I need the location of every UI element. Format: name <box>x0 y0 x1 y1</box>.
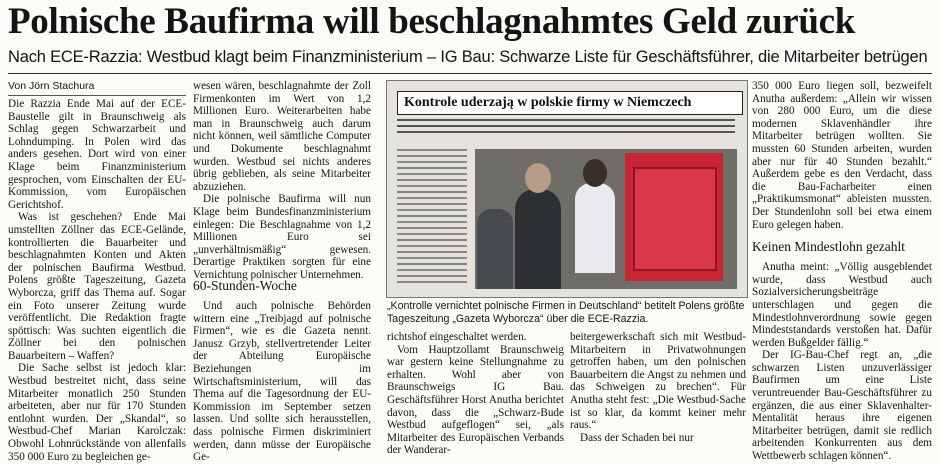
author-divider <box>8 95 186 96</box>
paragraph: Was ist geschehen? Ende Mai umstellten Zöllner das ECE-Gelände, kontrollierten die Bauarbeiter und beschlagnahmten Konten und Akten der polnischen Baufirma Westbud. Polens größte Tageszeitung, Gazeta Wyborcza, griff das Thema auf. Sogar ein Foto unserer Zeitung wurde veröffentlicht. Die Redaktion fragte spöttisch: Was suchten eigentlich die Zöllner bei den polnischen Bauarbeitern – Waffen? <box>8 211 186 362</box>
clipping-text-column <box>397 149 467 289</box>
person-shape <box>477 209 513 289</box>
subheadline: Nach ECE-Razzia: Westbud klagt beim Finanzministerium – IG Bau: Schwarze Liste für Geschäftsführer, die Mitarbeiter betrügen <box>8 48 928 66</box>
section-heading: Keinen Mindestlohn gezahlt <box>752 239 905 255</box>
paragraph: 350 000 Euro liegen soll, bezweifelt Anutha außerdem: „Allein wir wissen von 280 000 Euro, um die diese modernen Sklavenhändler ihre Mitarbeiter betrügen wollten. Sie mussten 60 Stunden arbeiten, wurden aber nur für 40 Stunden bezahlt.“ Außerdem gebe es den Verdacht, dass die Bau-Facharbeiter einen „Praktikumsmonat“ ableisten mussten. Der Stundenlohn soll bei etwa einem Euro gelegen haben. <box>752 80 932 231</box>
paragraph: wesen wären, beschlagnahmte der Zoll Firmenkonten im Wert von 1,2 Millionen Euro. Weiterarbeiten habe man in Braunschweig auch darum nicht können, weil sämtliche Computer und Dokumente beschlagnahmt wurden. Westbud sei nichts anderes übrig geblieben, als seine Mitarbeiter abzuziehen. <box>193 80 371 193</box>
paragraph: Die Sache selbst ist jedoch klar: Westbud bestreitet nicht, dass seine Mitarbeiter monatlich 250 Stunden arbeiteten, aber nur für 170 Stunden entlohnt wurden. Der „Skandal“, so Westbud-Chef Marian Karolczak: Obwohl Lohnrückstände von allenfalls 350 000 Euro zu begleichen ge- <box>8 362 186 463</box>
divider <box>8 73 932 74</box>
headline: Polnische Baufirma will beschlagnahmtes Geld zurück <box>8 1 856 42</box>
paragraph: Dass der Schaden bei nur <box>580 431 694 444</box>
door-panel-shape <box>633 167 717 271</box>
photo-caption: „Kontrolle vernichtet polnische Firmen in Deutschland“ betitelt Polens größte Tageszeitung „Gazeta Wyborcza“ über die ECE-Razzia. <box>387 300 745 325</box>
person-head-shape <box>525 163 551 193</box>
column-5 <box>752 80 932 463</box>
column-3 <box>387 331 564 457</box>
paragraph: richtshof eingeschaltet werden. <box>387 331 527 343</box>
person-head-shape <box>583 159 607 187</box>
paragraph: Und auch polnische Behörden wittern eine „Treibjagd auf polnische Firmen“, wie es die Gazeta nennt. Janusz Grzyb, stellvertretender Leiter der Abteilung Europäische Beziehungen im Wirtschaftsministerium, will das Thema auf die Tagesordnung der EU-Kommission im September setzen lassen. Und sollte sich herausstellen, dass polnische Firmen diskriminiert werden, dann müsse der Europäische Ge- <box>193 300 371 464</box>
paragraph: Der IG-Bau-Chef regt an, „die schwarzen Listen unzuverlässiger Baufirmen um eine Liste veruntreuender Bau-Geschäftsführer zu ergänzen, die aus einer Sklavenhalter-Mentalität heraus ihre eigenen Mitarbeiter betrügen, damit sie redlich arbeitenden Konkurrenten aus dem Wettbewerb schlagen können“. <box>752 349 932 463</box>
section-heading: 60-Stunden-Woche <box>193 278 297 293</box>
paragraph: Anutha meint: „Völlig ausgeblendet wurde, dass Westbud auch Sozialversicherungsbeiträge unterschlagen und gegen die Mindestlohnverordnung sowie gegen Mindeststandards verstoßen hat. Dafür werden Bußgelder fällig.“ <box>752 261 932 349</box>
column-4 <box>570 331 746 454</box>
paragraph: Die Razzia Ende Mai auf der ECE-Baustelle gilt in Braunschweig als Schlag gegen Schwarzarbeit und Lohndumping. In Polen wird das anders gesehen. Dort wird von einer Klage beim Finanzministerium gesprochen, vom Einschalten der EU-Kommission, vom Europäischen Gerichtshof. <box>8 98 186 211</box>
clipping-lead-lines <box>397 119 735 143</box>
person-shape <box>515 189 561 289</box>
paragraph: beitergewerkschaft sich mit Westbud-Mitarbeitern in Privatwohnungen getroffen haben, um den polnischen Bauarbeitern die Angst zu nehmen und das Schweigen zu brechen“. Für Anutha steht fest: „Die Westbud-Sache ist so klar, da kommt keiner mehr raus.“ <box>570 331 746 432</box>
column-2 <box>193 80 371 281</box>
person-shape <box>575 183 615 273</box>
paragraph: Vom Hauptzollamt Braunschweig war gestern keine Stellungnahme zu erhalten. Wohl aber von Braunschweigs IG Bau. Geschäftsführer Horst Anutha berichtet davon, dass die „Schwarz-Bude Westbud aufgeflogen“ sei, „als Mitarbeiter des Europäischen Verbands der Wanderar- <box>387 343 564 457</box>
news-photo <box>386 80 748 298</box>
column-1 <box>8 98 186 463</box>
author-line: Von Jörn Stachura <box>8 80 95 92</box>
workers-photo <box>475 149 737 289</box>
paragraph: Die polnische Baufirma will nun Klage beim Bundesfinanzministerium einlegen: Die Beschlagnahme von 1,2 Millionen Euro sei „unverhältnismäßig“ gewesen. Derartige Praktiken sorgten für eine Vernichtung polnischer Unternehmen. <box>193 193 371 281</box>
clipping-headline: Kontrole uderzają w polskie firmy w Niemczech <box>397 91 743 115</box>
column-2-lower <box>193 270 371 464</box>
